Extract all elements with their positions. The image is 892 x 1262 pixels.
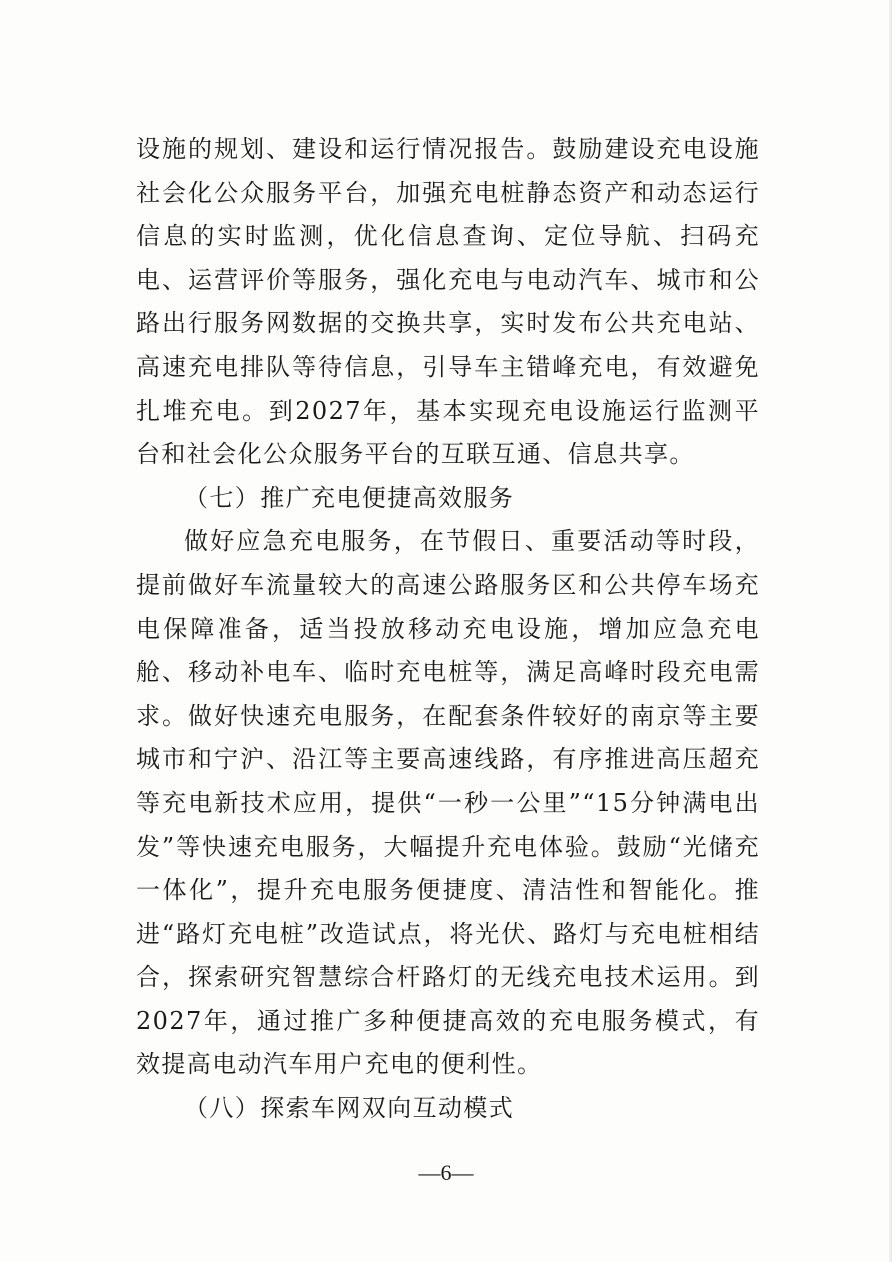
document-body [136, 128, 760, 1131]
section-heading-8: （八）探索车网双向互动模式 [184, 1094, 515, 1123]
section-heading-7: （七）推广充电便捷高效服务 [184, 483, 515, 512]
paragraph-charging-service: 做好应急充电服务，在节假日、重要活动等时段，提前做好车流量较大的高速公路服务区和公共停车场充电保障准备，适当投放移动充电设施，增加应急充电舱、移动补电车、临时充电桩等，满足高峰时段充电需求。做好快速充电服务，在配套条件较好的南京等主要城市和宁沪、沿江等主要高速线路，有序推进高压超充等充电新技术应用，提供“一秒一公里”“15分钟满电出发”等快速充电服务，大幅提升充电体验。鼓励“光储充一体化”，提升充电服务便捷度、清洁性和智能化。推进“路灯充电桩”改造试点，将光伏、路灯与充电桩相结合，探索研究智慧综合杆路灯的无线充电技术运用。到2027年，通过推广多种便捷高效的充电服务模式，有效提高电动汽车用户充电的便利性。 [136, 527, 760, 1079]
paragraph-platform-monitoring: 设施的规划、建设和运行情况报告。鼓励建设充电设施社会化公众服务平台，加强充电桩静态资产和动态运行信息的实时监测，优化信息查询、定位导航、扫码充电、运营评价等服务，强化充电与电动汽车、城市和公路出行服务网数据的交换共享，实时发布公共充电站、高速充电排队等待信息，引导车主错峰充电，有效避免扎堆充电。到2027年，基本实现充电设施运行监测平台和社会化公众服务平台的互联互通、信息共享。 [136, 135, 760, 469]
page-number: —6— [418, 1160, 474, 1185]
